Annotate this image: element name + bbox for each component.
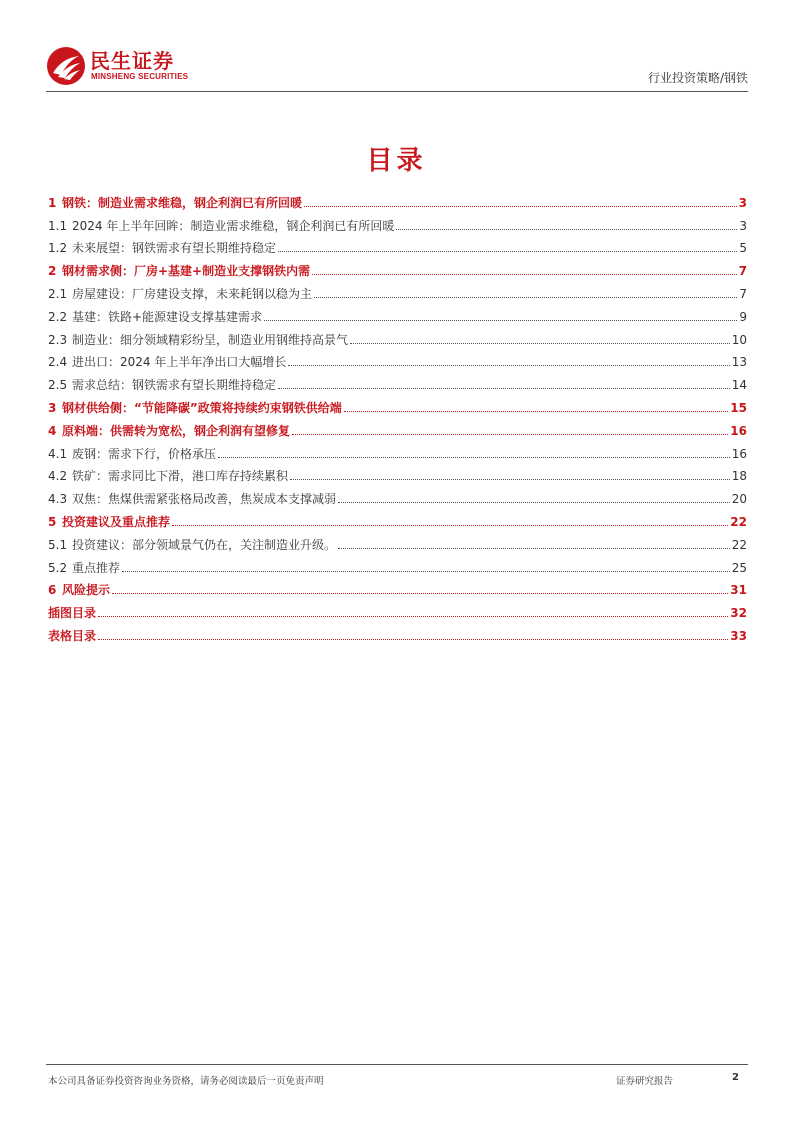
toc-entry[interactable] — [48, 325, 747, 348]
toc-entry-page: 7 — [738, 264, 747, 279]
toc-dot-leader — [350, 343, 730, 344]
toc-entry-title: 原料端：供需转为宽松，钢企利润有望修复 — [62, 423, 291, 438]
toc-entry[interactable] — [48, 553, 747, 576]
toc-entry-title: 双焦：焦煤供需紧张格局改善，焦炭成本支撑减弱 — [72, 492, 337, 507]
toc-entry-page: 16 — [730, 423, 747, 438]
toc-entry-title: 未来展望：钢铁需求有望长期维持稳定 — [72, 241, 277, 256]
toc-entry-title: 钢铁：制造业需求维稳，钢企利润已有所回暖 — [62, 195, 303, 210]
toc-entry[interactable] — [48, 256, 747, 279]
toc-dot-leader — [278, 388, 730, 389]
toc-entry-title: 重点推荐 — [72, 560, 121, 575]
toc-entry-number: 4 — [48, 423, 57, 438]
toc-dot-leader — [290, 479, 730, 480]
toc-entry[interactable] — [48, 621, 747, 644]
toc-entry-number: 1 — [48, 195, 57, 210]
toc-entry-page: 31 — [730, 583, 747, 598]
toc-dot-leader — [396, 229, 737, 230]
toc-entry-title: 铁矿：需求同比下滑，港口库存持续累积 — [72, 469, 289, 484]
toc-entry-number: 2.4 — [48, 355, 68, 370]
toc-entry-page: 5 — [739, 241, 747, 256]
toc-dot-leader — [122, 571, 730, 572]
toc-entry-page: 3 — [739, 218, 747, 233]
toc-dot-leader — [98, 639, 728, 640]
toc-entry-title: 进出口：2024 年上半年净出口大幅增长 — [72, 355, 287, 370]
toc-dot-leader — [172, 525, 728, 526]
toc-entry[interactable] — [48, 348, 747, 371]
toc-entry[interactable] — [48, 439, 747, 462]
toc-entry-number: 5.1 — [48, 537, 68, 552]
toc-entry-number: 1.2 — [48, 241, 68, 256]
toc-entry-number: 4.2 — [48, 469, 68, 484]
toc-entry-number: 4.3 — [48, 492, 68, 507]
footer-page-number: 2 — [732, 1072, 739, 1083]
toc-entry-number: 2.1 — [48, 286, 68, 301]
toc-entry[interactable] — [48, 370, 747, 393]
toc-dot-leader — [292, 434, 728, 435]
footer-divider — [46, 1064, 748, 1065]
toc-entry-number: 3 — [48, 400, 57, 415]
toc-dot-leader — [304, 206, 737, 207]
minsheng-logo-icon — [46, 46, 86, 86]
logo-english-name: MINSHENG SECURITIES — [91, 72, 189, 81]
toc-entry[interactable] — [48, 598, 747, 621]
toc-entry-title: 房屋建设：厂房建设支撑，未来耗钢以稳为主 — [72, 286, 313, 301]
toc-entry-number: 6 — [48, 583, 57, 598]
toc-entry[interactable] — [48, 393, 747, 416]
toc-entry-page: 14 — [731, 378, 747, 393]
toc-dot-leader — [218, 457, 730, 458]
toc-entry[interactable] — [48, 279, 747, 302]
company-logo — [46, 44, 226, 88]
toc-entry-number: 1.1 — [48, 218, 68, 233]
toc-entry[interactable] — [48, 484, 747, 507]
toc-entry-title: 废钢：需求下行，价格承压 — [72, 446, 217, 461]
toc-entry[interactable] — [48, 188, 747, 211]
toc-entry-number: 5.2 — [48, 560, 68, 575]
toc-entry-page: 33 — [730, 628, 747, 643]
toc-entry-page: 22 — [730, 514, 747, 529]
page-header — [46, 44, 748, 92]
toc-dot-leader — [344, 411, 729, 412]
toc-entry-number: 4.1 — [48, 446, 68, 461]
toc-entry-number: 2 — [48, 264, 57, 279]
toc-entry-page: 18 — [731, 469, 747, 484]
toc-dot-leader — [338, 548, 730, 549]
toc-entry-title: 投资建议及重点推荐 — [62, 514, 171, 529]
toc-entry-number: 2.3 — [48, 332, 68, 347]
toc-entry-title: 投资建议：部分领域景气仍在，关注制造业升级。 — [72, 537, 337, 552]
toc-entry-title: 钢材供给侧：“节能降碳”政策将持续约束钢铁供给端 — [62, 400, 342, 415]
toc-dot-leader — [288, 365, 729, 366]
toc-entry-page: 25 — [731, 560, 747, 575]
toc-entry-page: 7 — [739, 286, 747, 301]
toc-entry-number: 2.5 — [48, 378, 68, 393]
toc-entry[interactable] — [48, 507, 747, 530]
toc-dot-leader — [338, 502, 730, 503]
toc-dot-leader — [264, 320, 737, 321]
toc-entry[interactable] — [48, 302, 747, 325]
toc-entry-page: 16 — [731, 446, 747, 461]
header-divider — [46, 91, 748, 92]
toc-title: 目录 — [366, 146, 427, 176]
toc-entry-title: 制造业：细分领域精彩纷呈，制造业用钢维持高景气 — [72, 332, 349, 347]
toc-entry-page: 13 — [731, 355, 747, 370]
table-of-contents — [48, 188, 747, 644]
toc-entry-page: 15 — [730, 400, 747, 415]
toc-entry[interactable] — [48, 416, 747, 439]
toc-entry[interactable] — [48, 234, 747, 257]
report-category: 行业投资策略/钢铁 — [647, 71, 748, 85]
toc-entry-page: 3 — [738, 195, 747, 210]
toc-entry-title: 需求总结：钢铁需求有望长期维持稳定 — [72, 378, 277, 393]
toc-entry-page: 22 — [731, 537, 747, 552]
toc-entry-page: 20 — [731, 492, 747, 507]
toc-dot-leader — [112, 593, 728, 594]
toc-entry-title: 钢材需求侧：厂房+基建+制造业支撑钢铁内需 — [62, 264, 311, 279]
toc-entry[interactable] — [48, 576, 747, 599]
toc-entry-page: 32 — [730, 606, 747, 621]
toc-entry-title: 插图目录 — [48, 606, 97, 621]
logo-chinese-name: 民生证券 — [90, 49, 174, 73]
toc-entry-page: 10 — [731, 332, 747, 347]
footer-disclaimer: 本公司具备证券投资咨询业务资格，请务必阅读最后一页免责声明 — [48, 1076, 324, 1087]
toc-entry-number: 2.2 — [48, 309, 68, 324]
toc-dot-leader — [278, 251, 737, 252]
toc-dot-leader — [314, 297, 737, 298]
toc-entry[interactable] — [48, 211, 747, 234]
toc-entry-title: 表格目录 — [48, 628, 97, 643]
toc-entry[interactable] — [48, 462, 747, 485]
toc-entry-title: 风险提示 — [62, 583, 111, 598]
toc-entry-title: 基建：铁路+能源建设支撑基建需求 — [72, 309, 263, 324]
toc-entry-page: 9 — [739, 309, 747, 324]
toc-entry-number: 5 — [48, 514, 57, 529]
toc-dot-leader — [312, 274, 737, 275]
footer-report-type: 证券研究报告 — [616, 1076, 674, 1087]
toc-entry-title: 2024 年上半年回眸：制造业需求维稳，钢企利润已有所回暖 — [72, 218, 395, 233]
toc-entry[interactable] — [48, 530, 747, 553]
toc-dot-leader — [98, 616, 728, 617]
